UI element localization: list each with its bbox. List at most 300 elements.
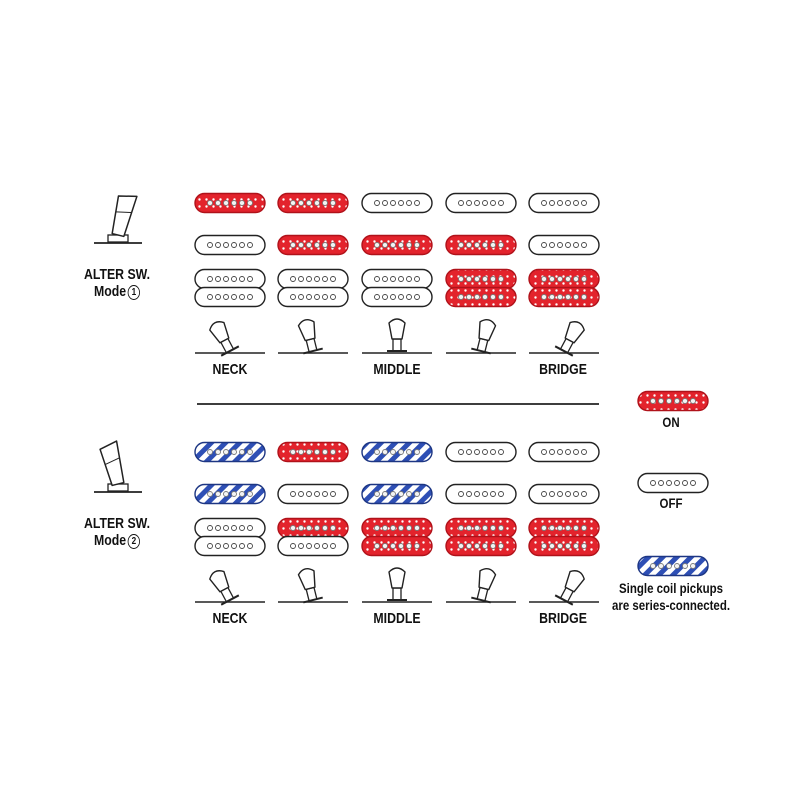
legend-on-swatch-pole	[683, 399, 688, 404]
mode-1-col-2-bridge-humbucker-coil-b-pole	[307, 295, 312, 300]
mode-2-col-1-middle-single-coil-pole	[240, 492, 245, 497]
mode-1-col-3-bridge-humbucker-coil-b-pole	[415, 295, 420, 300]
legend-series-swatch-body	[638, 557, 708, 576]
mode-2-col-4-neck-single-coil-pole	[499, 450, 504, 455]
mode-1-alter-switch-icon	[94, 192, 142, 243]
legend-off-swatch-pole	[675, 481, 680, 486]
mode-2-col-5-middle-single-coil-pole	[542, 492, 547, 497]
mode-1-col-5-bridge-humbucker-coil-b-pole	[582, 295, 587, 300]
mode-1-label	[72, 266, 162, 300]
mode-2-label-line1: ALTER SW.	[83, 515, 151, 532]
mode-2-col-1-middle-single-coil-pole	[248, 492, 253, 497]
mode-1-col-2-bridge-humbucker-coil-b-pole	[315, 295, 320, 300]
mode-2-col-3-bridge-humbucker-coil-a-pole	[415, 526, 420, 531]
mode-1-col-2-bridge-humbucker-coil-a-pole	[315, 277, 320, 282]
mode-2-col-3-neck-single-coil	[362, 443, 432, 462]
legend-on-label: ON	[662, 414, 680, 430]
mode-2-col-4-neck-single-coil-pole	[491, 450, 496, 455]
mode-1-col-2-middle-single-coil-pole	[291, 243, 296, 248]
mode-2-col-1-neck-single-coil-pole	[248, 450, 253, 455]
mode-2-col-5-middle-single-coil	[529, 485, 599, 504]
mode-2-col-5-middle-single-coil-pole	[566, 492, 571, 497]
mode-2-col-4-bridge-humbucker-coil-a-pole	[483, 526, 488, 531]
mode-1-col-4-selector-icon	[446, 318, 516, 354]
legend-series-swatch-pole	[683, 564, 688, 569]
legend-series-swatch-pole	[667, 564, 672, 569]
mode-1-col-2-middle-single-coil-pole	[323, 243, 328, 248]
mode-2-col-2-bridge-humbucker-coil-b-pole	[331, 544, 336, 549]
mode-1-col-5-middle-single-coil-pole	[582, 243, 587, 248]
mode-2-col-2-neck-single-coil-pole	[315, 450, 320, 455]
legend-on-swatch-body	[638, 392, 708, 411]
mode-2-position-neck-label: NECK	[212, 610, 248, 627]
mode-1-col-2-neck-single-coil-pole	[323, 201, 328, 206]
mode-1-col-1-bridge-humbucker-coil-b-pole	[224, 295, 229, 300]
mode-2-col-4-bridge-humbucker-coil-a-pole	[467, 526, 472, 531]
mode-1-col-3-neck-single-coil-pole	[399, 201, 404, 206]
mode-2-col-3-bridge-humbucker-coil-b-body	[362, 537, 432, 556]
mode-1-col-1-bridge-humbucker-coil-b-pole	[208, 295, 213, 300]
mode-2-col-5-bridge-humbucker-coil-b-pole	[542, 544, 547, 549]
mode-1-col-1-bridge-humbucker-coil-b-body	[195, 288, 265, 307]
mode-1-col-2-bridge-humbucker-coil-a-pole	[323, 277, 328, 282]
mode-1-col-3-middle-single-coil-body	[362, 236, 432, 255]
mode-1-col-3-selector-icon-lever	[387, 319, 407, 351]
mode-2-col-5-bridge-humbucker-coil-b	[529, 537, 599, 556]
mode-2-col-3-bridge-humbucker-coil-a-body	[362, 519, 432, 538]
mode-2-col-1-middle-single-coil-pole	[232, 492, 237, 497]
legend-off-swatch-pole	[651, 481, 656, 486]
mode-1-col-4-middle-single-coil-body	[446, 236, 516, 255]
mode-2-col-2-bridge-humbucker-coil-a-pole	[291, 526, 296, 531]
mode-2-col-5-bridge-humbucker-coil-a	[529, 519, 599, 538]
mode-1-col-1-selector-icon	[195, 318, 265, 356]
mode-2-col-1-middle-single-coil-pole	[216, 492, 221, 497]
mode-1-col-1-middle-single-coil-pole	[216, 243, 221, 248]
mode-1-col-4-bridge-humbucker-coil-a-body	[446, 270, 516, 289]
mode-2-col-5-neck-single-coil-pole	[542, 450, 547, 455]
mode-1-col-3-bridge-humbucker-coil-b-pole	[383, 295, 388, 300]
mode-2-col-4-middle-single-coil-pole	[459, 492, 464, 497]
mode-2-col-1-neck-single-coil-pole	[240, 450, 245, 455]
mode-2-grid	[195, 443, 599, 556]
mode-2-col-2-bridge-humbucker-coil-b-pole	[299, 544, 304, 549]
mode-2-col-2-bridge-humbucker-coil-a-pole	[307, 526, 312, 531]
mode-1-col-4-bridge-humbucker-coil-b-pole	[491, 295, 496, 300]
mode-2-col-1-bridge-humbucker-coil-b-body	[195, 537, 265, 556]
mode-2-col-2-middle-single-coil-pole	[315, 492, 320, 497]
mode-2-col-4-neck-single-coil	[446, 443, 516, 462]
mode-1-col-1-bridge-humbucker-coil-a-pole	[224, 277, 229, 282]
mode-1-col-5-neck-single-coil-pole	[566, 201, 571, 206]
mode-2-col-4-bridge-humbucker-coil-b-pole	[459, 544, 464, 549]
mode-1-col-4-bridge-humbucker-coil-b-pole	[459, 295, 464, 300]
mode-1-col-2-selector-icon-lever	[296, 318, 323, 354]
mode-2-col-1-bridge-humbucker-coil-b	[195, 537, 265, 556]
mode-1-col-2-neck-single-coil-body	[278, 194, 348, 213]
mode-1-col-4-middle-single-coil-pole	[499, 243, 504, 248]
mode-2-col-1-neck-single-coil-pole	[224, 450, 229, 455]
legend-series-label	[610, 580, 733, 614]
mode-2-col-3-bridge-humbucker-coil-b-pole	[383, 544, 388, 549]
mode-1-col-5-bridge-humbucker-coil-a-pole	[542, 277, 547, 282]
mode-1-col-2-bridge-humbucker-coil-a-pole	[299, 277, 304, 282]
mode-1-col-1-neck-single-coil-pole	[232, 201, 237, 206]
mode-2-col-5-bridge-humbucker-coil-a-pole	[574, 526, 579, 531]
mode-2-col-4-middle-single-coil-pole	[475, 492, 480, 497]
legend-on-swatch-pole	[659, 399, 664, 404]
mode-1-col-1-bridge-humbucker-coil-a-pole	[232, 277, 237, 282]
mode-2-col-3-middle-single-coil-body	[362, 485, 432, 504]
mode-1-col-1-bridge-humbucker-coil-a	[195, 270, 265, 289]
mode-1-col-2-bridge-humbucker-coil-b-pole	[299, 295, 304, 300]
mode-2-col-3-selector-icon	[362, 568, 432, 602]
mode-2-col-3-neck-single-coil-pole	[391, 450, 396, 455]
mode-1-col-4-neck-single-coil-pole	[483, 201, 488, 206]
mode-2-col-3-bridge-humbucker-coil-b-pole	[375, 544, 380, 549]
mode-2-col-3-bridge-humbucker-coil-b-pole	[415, 544, 420, 549]
mode-2-col-2-middle-single-coil-pole	[331, 492, 336, 497]
mode-1-col-5-bridge-humbucker-coil-b-pole	[574, 295, 579, 300]
mode-2-col-1-bridge-humbucker-coil-a-pole	[240, 526, 245, 531]
mode-1-col-3-neck-single-coil-pole	[383, 201, 388, 206]
mode-1-col-5-bridge-humbucker-coil-a-pole	[558, 277, 563, 282]
mode-2-col-4-bridge-humbucker-coil-b-pole	[475, 544, 480, 549]
mode-1-col-4-neck-single-coil-pole	[459, 201, 464, 206]
mode-1-col-3-selector-icon	[362, 319, 432, 353]
mode-1-col-1-bridge-humbucker-coil-b-pole	[240, 295, 245, 300]
mode-2-col-5-neck-single-coil-pole	[558, 450, 563, 455]
mode-2-col-1-neck-single-coil-pole	[208, 450, 213, 455]
legend-series-swatch	[638, 557, 708, 576]
mode-2-col-3-bridge-humbucker-coil-a-pole	[375, 526, 380, 531]
legend-on-swatch	[638, 392, 708, 411]
mode-1-col-1-middle-single-coil-pole	[224, 243, 229, 248]
mode-2-col-3-neck-single-coil-pole	[407, 450, 412, 455]
mode-2-position-middle-label: MIDDLE	[373, 610, 421, 627]
legend-on-swatch-pole	[675, 399, 680, 404]
mode-1-col-3-bridge-humbucker-coil-b-pole	[375, 295, 380, 300]
mode-1-col-5-bridge-humbucker-coil-b-pole	[566, 295, 571, 300]
mode-1-col-2-bridge-humbucker-coil-a-body	[278, 270, 348, 289]
mode-1-col-2-bridge-humbucker-coil-b-pole	[291, 295, 296, 300]
mode-1-col-5-bridge-humbucker-coil-b-body	[529, 288, 599, 307]
mode-2-col-5-bridge-humbucker-coil-a-pole	[550, 526, 555, 531]
mode-2-col-2-middle-single-coil	[278, 485, 348, 504]
mode-2-col-4-middle-single-coil-pole	[483, 492, 488, 497]
mode-2-col-2-neck-single-coil-pole	[291, 450, 296, 455]
mode-1-col-3-middle-single-coil-pole	[375, 243, 380, 248]
mode-1-position-bridge-label: BRIDGE	[539, 361, 587, 378]
mode-2-col-2-bridge-humbucker-coil-b-pole	[315, 544, 320, 549]
mode-2-col-4-bridge-humbucker-coil-a-pole	[459, 526, 464, 531]
mode-2-col-4-middle-single-coil-pole	[499, 492, 504, 497]
mode-2-col-2-bridge-humbucker-coil-a-pole	[331, 526, 336, 531]
legend-on-swatch-pole	[667, 399, 672, 404]
legend-series-label-line1: Single coil pickups	[619, 580, 723, 596]
mode-1-col-2-middle-single-coil	[278, 236, 348, 255]
mode-1-position-neck-label: NECK	[212, 361, 248, 378]
mode-1-col-1-bridge-humbucker-coil-a-pole	[248, 277, 253, 282]
mode-2-col-4-middle-single-coil-pole	[491, 492, 496, 497]
mode-2-col-5-bridge-humbucker-coil-b-body	[529, 537, 599, 556]
mode-2-col-1-middle-single-coil-body	[195, 485, 265, 504]
mode-1-col-4-bridge-humbucker-coil-b-body	[446, 288, 516, 307]
mode-2-col-3-middle-single-coil-pole	[399, 492, 404, 497]
mode-2-col-2-middle-single-coil-pole	[323, 492, 328, 497]
mode-1-col-1-bridge-humbucker-coil-a-body	[195, 270, 265, 289]
mode-1-col-5-neck-single-coil-pole	[582, 201, 587, 206]
mode-2-col-1-bridge-humbucker-coil-b-pole	[248, 544, 253, 549]
mode-2-col-5-neck-single-coil-pole	[550, 450, 555, 455]
mode-2-col-3-bridge-humbucker-coil-b-pole	[399, 544, 404, 549]
mode-1-col-3-bridge-humbucker-coil-a	[362, 270, 432, 289]
mode-2-col-5-bridge-humbucker-coil-a-body	[529, 519, 599, 538]
legend-off-swatch-pole	[667, 481, 672, 486]
mode-1-col-2-bridge-humbucker-coil-a-pole	[291, 277, 296, 282]
mode-2-col-2-neck-single-coil-pole	[331, 450, 336, 455]
legend-series-swatch-pole	[651, 564, 656, 569]
mode-1-col-5-middle-single-coil-body	[529, 236, 599, 255]
mode-1-number: 1	[128, 285, 140, 300]
mode-1-col-4-selector-icon-lever	[471, 318, 498, 354]
mode-2-col-1-neck-single-coil-pole	[216, 450, 221, 455]
mode-2-col-1-bridge-humbucker-coil-b-pole	[224, 544, 229, 549]
mode-2-col-3-middle-single-coil-pole	[415, 492, 420, 497]
mode-2-col-4-bridge-humbucker-coil-a-body	[446, 519, 516, 538]
mode-2-col-4-bridge-humbucker-coil-b-pole	[491, 544, 496, 549]
mode-1-col-3-bridge-humbucker-coil-a-pole	[407, 277, 412, 282]
mode-2-col-5-neck-single-coil-pole	[574, 450, 579, 455]
mode-2-col-3-neck-single-coil-pole	[383, 450, 388, 455]
mode-2-col-2-bridge-humbucker-coil-b-body	[278, 537, 348, 556]
mode-2-col-4-neck-single-coil-pole	[483, 450, 488, 455]
legend-on-swatch-pole	[691, 399, 696, 404]
mode-2-col-4-bridge-humbucker-coil-b-pole	[499, 544, 504, 549]
mode-1-col-1-bridge-humbucker-coil-a-pole	[208, 277, 213, 282]
mode-1-col-2-bridge-humbucker-coil-b	[278, 288, 348, 307]
mode-2-col-1-neck-single-coil-pole	[232, 450, 237, 455]
mode-2-col-2-bridge-humbucker-coil-b-pole	[307, 544, 312, 549]
mode-1-col-2-middle-single-coil-pole	[299, 243, 304, 248]
mode-2-col-5-bridge-humbucker-coil-b-pole	[550, 544, 555, 549]
mode-1-col-5-bridge-humbucker-coil-b	[529, 288, 599, 307]
mode-2-col-4-neck-single-coil-body	[446, 443, 516, 462]
mode-2-col-5-bridge-humbucker-coil-a-pole	[558, 526, 563, 531]
mode-1-col-3-bridge-humbucker-coil-a-body	[362, 270, 432, 289]
mode-1-col-5-bridge-humbucker-coil-b-pole	[550, 295, 555, 300]
mode-2-col-5-neck-single-coil-pole	[566, 450, 571, 455]
mode-1-col-5-bridge-humbucker-coil-a-pole	[574, 277, 579, 282]
mode-2-col-1-bridge-humbucker-coil-a-body	[195, 519, 265, 538]
mode-2-col-2-selector-icon	[278, 567, 348, 603]
mode-1-col-4-bridge-humbucker-coil-a	[446, 270, 516, 289]
mode-1-col-5-bridge-humbucker-coil-a-pole	[566, 277, 571, 282]
mode-2-col-5-neck-single-coil-body	[529, 443, 599, 462]
mode-2-col-2-bridge-humbucker-coil-b-pole	[291, 544, 296, 549]
mode-2-col-2-bridge-humbucker-coil-b	[278, 537, 348, 556]
mode-2-col-5-bridge-humbucker-coil-a-pole	[582, 526, 587, 531]
mode-1-col-3-bridge-humbucker-coil-b-pole	[391, 295, 396, 300]
mode-2-col-3-middle-single-coil-pole	[407, 492, 412, 497]
mode-1-col-2-bridge-humbucker-coil-a	[278, 270, 348, 289]
mode-2-col-1-neck-single-coil-body	[195, 443, 265, 462]
mode-1-col-5-middle-single-coil-pole	[542, 243, 547, 248]
mode-2-col-3-bridge-humbucker-coil-a-pole	[407, 526, 412, 531]
mode-1-col-3-middle-single-coil	[362, 236, 432, 255]
mode-2-col-3-bridge-humbucker-coil-b	[362, 537, 432, 556]
mode-1-col-1-selector-icon-lever	[206, 318, 239, 356]
mode-1-col-5-neck-single-coil-body	[529, 194, 599, 213]
mode-1-col-4-middle-single-coil-pole	[491, 243, 496, 248]
mode-2-col-5-middle-single-coil-pole	[582, 492, 587, 497]
mode-2-col-2-bridge-humbucker-coil-a-body	[278, 519, 348, 538]
mode-2-col-3-bridge-humbucker-coil-a-pole	[383, 526, 388, 531]
mode-2-col-4-bridge-humbucker-coil-b	[446, 537, 516, 556]
mode-1-label-line1: ALTER SW.	[83, 266, 151, 283]
mode-1-col-3-bridge-humbucker-coil-a-pole	[415, 277, 420, 282]
mode-1-col-4-bridge-humbucker-coil-b	[446, 288, 516, 307]
mode-2-col-1-bridge-humbucker-coil-a-pole	[232, 526, 237, 531]
mode-1-col-3-middle-single-coil-pole	[407, 243, 412, 248]
mode-1-col-4-middle-single-coil-pole	[467, 243, 472, 248]
mode-1-col-5-bridge-humbucker-coil-b-pole	[542, 295, 547, 300]
mode-1-col-5-bridge-humbucker-coil-a	[529, 270, 599, 289]
legend-off-swatch-body	[638, 474, 708, 493]
mode-1-col-1-neck-single-coil-pole	[224, 201, 229, 206]
mode-1-col-5-middle-single-coil-pole	[566, 243, 571, 248]
mode-1-col-3-neck-single-coil-body	[362, 194, 432, 213]
mode-1-label-line2: Mode	[93, 283, 127, 300]
mode-2-col-5-bridge-humbucker-coil-a-pole	[542, 526, 547, 531]
mode-1-col-3-bridge-humbucker-coil-b-body	[362, 288, 432, 307]
mode-2-col-4-neck-single-coil-pole	[467, 450, 472, 455]
mode-1-col-5-neck-single-coil-pole	[550, 201, 555, 206]
mode-1-col-3-neck-single-coil-pole	[415, 201, 420, 206]
mode-2-col-2-neck-single-coil-pole	[307, 450, 312, 455]
mode-2-col-3-bridge-humbucker-coil-a	[362, 519, 432, 538]
legend-off-swatch	[638, 474, 708, 493]
mode-2-col-1-bridge-humbucker-coil-b-pole	[240, 544, 245, 549]
mode-2-col-3-bridge-humbucker-coil-b-pole	[391, 544, 396, 549]
mode-1-col-2-neck-single-coil-pole	[331, 201, 336, 206]
mode-2-number: 2	[128, 534, 140, 549]
mode-2-col-1-bridge-humbucker-coil-b-pole	[208, 544, 213, 549]
mode-1-col-4-neck-single-coil-pole	[467, 201, 472, 206]
mode-1-col-4-bridge-humbucker-coil-a-pole	[467, 277, 472, 282]
mode-1-col-5-middle-single-coil-pole	[550, 243, 555, 248]
mode-1-col-2-selector-icon	[278, 318, 348, 354]
mode-2-col-2-bridge-humbucker-coil-a-pole	[323, 526, 328, 531]
mode-1-col-2-neck-single-coil-pole	[315, 201, 320, 206]
mode-1-col-1-neck-single-coil-pole	[248, 201, 253, 206]
mode-2-col-1-bridge-humbucker-coil-a-pole	[248, 526, 253, 531]
mode-1-col-4-middle-single-coil-pole	[459, 243, 464, 248]
mode-1-col-3-bridge-humbucker-coil-b-pole	[399, 295, 404, 300]
mode-1-col-1-bridge-humbucker-coil-b-pole	[248, 295, 253, 300]
mode-2-col-3-middle-single-coil-pole	[391, 492, 396, 497]
mode-2-col-5-middle-single-coil-pole	[574, 492, 579, 497]
mode-2-col-4-middle-single-coil-pole	[467, 492, 472, 497]
mode-1-col-3-middle-single-coil-pole	[391, 243, 396, 248]
mode-2-col-2-bridge-humbucker-coil-a-pole	[315, 526, 320, 531]
mode-2-col-4-bridge-humbucker-coil-a-pole	[491, 526, 496, 531]
mode-1-col-5-bridge-humbucker-coil-a-pole	[582, 277, 587, 282]
mode-1-col-1-middle-single-coil-body	[195, 236, 265, 255]
mode-2-col-2-neck-single-coil-pole	[299, 450, 304, 455]
mode-1-grid	[195, 194, 599, 307]
legend-on-swatch-pole	[651, 399, 656, 404]
mode-2-col-1-bridge-humbucker-coil-a-pole	[216, 526, 221, 531]
mode-1-col-4-middle-single-coil	[446, 236, 516, 255]
mode-2-col-4-bridge-humbucker-coil-b-pole	[467, 544, 472, 549]
mode-2-col-4-bridge-humbucker-coil-a	[446, 519, 516, 538]
mode-2-col-5-bridge-humbucker-coil-b-pole	[582, 544, 587, 549]
mode-1-col-2-bridge-humbucker-coil-b-body	[278, 288, 348, 307]
mode-2-col-1-bridge-humbucker-coil-b-pole	[232, 544, 237, 549]
mode-2-col-4-selector-icon-lever	[471, 567, 498, 603]
legend-series-swatch-pole	[675, 564, 680, 569]
mode-2-col-3-middle-single-coil-pole	[383, 492, 388, 497]
mode-1-col-1-middle-single-coil-pole	[232, 243, 237, 248]
mode-2-col-1-selector-icon-lever	[206, 567, 239, 605]
mode-2-col-4-neck-single-coil-pole	[459, 450, 464, 455]
mode-1-col-4-bridge-humbucker-coil-b-pole	[467, 295, 472, 300]
mode-2-col-3-bridge-humbucker-coil-a-pole	[399, 526, 404, 531]
mode-1-col-1-middle-single-coil-pole	[240, 243, 245, 248]
mode-2-col-3-middle-single-coil-pole	[375, 492, 380, 497]
mode-1-col-5-middle-single-coil-pole	[574, 243, 579, 248]
mode-2-col-3-neck-single-coil-pole	[415, 450, 420, 455]
legend-off-swatch-pole	[659, 481, 664, 486]
mode-2-col-4-bridge-humbucker-coil-b-body	[446, 537, 516, 556]
mode-1-col-1-middle-single-coil-pole	[248, 243, 253, 248]
mode-2-col-5-selector-icon	[529, 567, 599, 605]
mode-1-col-4-bridge-humbucker-coil-a-pole	[459, 277, 464, 282]
mode-1-col-4-neck-single-coil-pole	[499, 201, 504, 206]
mode-2-col-1-selector-icon	[195, 567, 265, 605]
mode-2-col-2-middle-single-coil-body	[278, 485, 348, 504]
mode-1-col-5-middle-single-coil	[529, 236, 599, 255]
mode-1-col-4-neck-single-coil-pole	[491, 201, 496, 206]
mode-1-col-1-bridge-humbucker-coil-a-pole	[240, 277, 245, 282]
mode-2-col-3-selector-icon-lever	[387, 568, 407, 600]
legend-off-swatch-pole	[691, 481, 696, 486]
mode-2-label-line2: Mode	[93, 532, 127, 549]
legend-series-swatch-pole	[659, 564, 664, 569]
mode-1-col-3-middle-single-coil-pole	[399, 243, 404, 248]
mode-2-col-1-middle-single-coil-pole	[224, 492, 229, 497]
mode-2-col-5-bridge-humbucker-coil-a-pole	[566, 526, 571, 531]
mode-1-col-3-middle-single-coil-pole	[383, 243, 388, 248]
mode-2-col-4-middle-single-coil-body	[446, 485, 516, 504]
legend-series-label-line2: are series-connected.	[611, 597, 731, 613]
mode-2-col-5-selector-icon-lever	[555, 567, 588, 605]
mode-1-col-4-bridge-humbucker-coil-a-pole	[491, 277, 496, 282]
mode-1-col-1-middle-single-coil	[195, 236, 265, 255]
legend-series-swatch-pole	[691, 564, 696, 569]
mode-2-col-3-bridge-humbucker-coil-b-pole	[407, 544, 412, 549]
mode-1-col-1-bridge-humbucker-coil-b-pole	[232, 295, 237, 300]
mode-1-col-5-middle-single-coil-pole	[558, 243, 563, 248]
mode-2-col-4-neck-single-coil-pole	[475, 450, 480, 455]
mode-2-col-4-bridge-humbucker-coil-a-pole	[499, 526, 504, 531]
mode-1-col-2-bridge-humbucker-coil-a-pole	[331, 277, 336, 282]
mode-1-col-5-bridge-humbucker-coil-b-pole	[558, 295, 563, 300]
mode-2-label	[72, 515, 162, 549]
mode-1-col-3-neck-single-coil-pole	[391, 201, 396, 206]
mode-2-col-2-neck-single-coil	[278, 443, 348, 462]
